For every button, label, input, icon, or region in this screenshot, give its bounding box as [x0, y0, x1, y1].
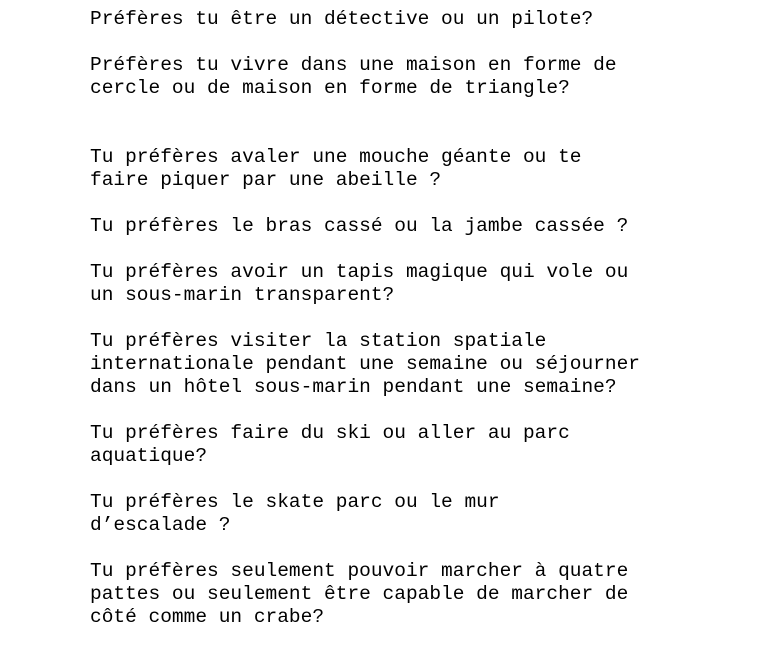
question-line: faire piquer par une abeille ?	[90, 169, 442, 191]
question-2	[90, 54, 770, 100]
question-line: Tu préfères visiter la station spatiale	[90, 330, 547, 352]
question-8	[90, 491, 770, 537]
question-5	[90, 261, 770, 307]
question-line: Tu préfères avaler une mouche géante ou te	[90, 146, 582, 168]
question-line: Tu préfères le skate parc ou le mur	[90, 491, 500, 513]
question-9	[90, 560, 770, 629]
question-line: Tu préfères avoir un tapis magique qui vole ou	[90, 261, 629, 283]
question-line: Tu préfères faire du ski ou aller au parc	[90, 422, 570, 444]
question-6	[90, 330, 770, 399]
document-body	[90, 8, 770, 629]
question-line: Préfères tu être un détective ou un pilote?	[90, 8, 594, 30]
question-line: internationale pendant une semaine ou séjourner	[90, 353, 640, 375]
question-7	[90, 422, 770, 468]
question-line: aquatique?	[90, 445, 208, 467]
question-line: côté comme un crabe?	[90, 606, 325, 628]
question-line: cercle ou de maison en forme de triangle?	[90, 77, 570, 99]
question-1	[90, 8, 770, 31]
question-line: d’escalade ?	[90, 514, 231, 536]
question-line: Préfères tu vivre dans une maison en forme de	[90, 54, 617, 76]
question-3	[90, 146, 770, 192]
question-4	[90, 215, 770, 238]
question-line: un sous-marin transparent?	[90, 284, 395, 306]
question-line: pattes ou seulement être capable de marcher de	[90, 583, 629, 605]
question-line: dans un hôtel sous-marin pendant une semaine?	[90, 376, 617, 398]
question-line: Tu préfères le bras cassé ou la jambe cassée ?	[90, 215, 629, 237]
question-line: Tu préfères seulement pouvoir marcher à quatre	[90, 560, 629, 582]
